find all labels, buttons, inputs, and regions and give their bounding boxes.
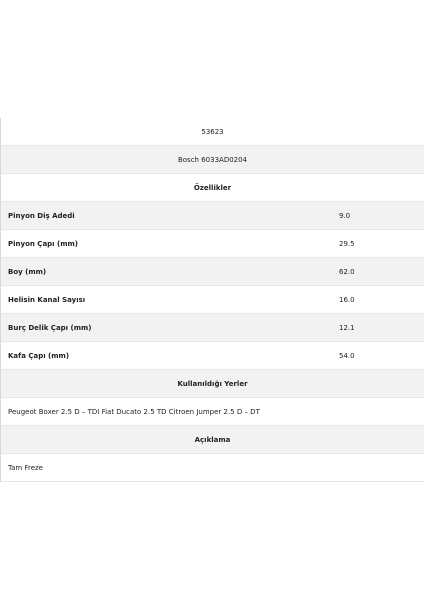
description-text: Tam Freze — [8, 463, 43, 472]
description-heading-row — [1, 426, 424, 454]
features-heading: Özellikler — [193, 183, 232, 192]
usage-heading-row — [1, 370, 424, 398]
feature-row-length — [1, 258, 424, 286]
feature-label: Pinyon Diş Adedi — [8, 211, 75, 220]
product-code-row — [1, 118, 424, 146]
feature-value: 16.0 — [339, 295, 355, 304]
spec-table — [0, 118, 424, 482]
features-heading-row — [1, 174, 424, 202]
feature-value: 62.0 — [339, 267, 355, 276]
usage-text-row — [1, 398, 424, 426]
product-code: 53623 — [201, 127, 224, 136]
feature-label: Burç Delik Çapı (mm) — [8, 323, 92, 332]
reference-row — [1, 146, 424, 174]
feature-row-bushing-hole — [1, 314, 424, 342]
usage-text: Peugeot Boxer 2.5 D – TDI Fiat Ducato 2.5 TD Citroen Jumper 2.5 D – DT — [8, 407, 260, 416]
feature-label: Pinyon Çapı (mm) — [8, 239, 78, 248]
feature-label: Kafa Çapı (mm) — [8, 351, 70, 360]
feature-row-helix-grooves — [1, 286, 424, 314]
feature-label: Boy (mm) — [8, 267, 47, 276]
feature-label: Helisin Kanal Sayısı — [8, 295, 86, 304]
description-heading: Açıklama — [194, 435, 231, 444]
feature-row-pinion-diameter — [1, 230, 424, 258]
feature-value: 54.0 — [339, 351, 355, 360]
feature-row-head-diameter — [1, 342, 424, 370]
description-text-row — [1, 454, 424, 482]
feature-value: 29.5 — [339, 239, 355, 248]
usage-heading: Kullanıldığı Yerler — [177, 379, 248, 388]
feature-value: 9.0 — [339, 211, 351, 220]
feature-value: 12.1 — [339, 323, 355, 332]
feature-row-pinion-teeth — [1, 202, 424, 230]
product-reference: Bosch 6033AD0204 — [177, 155, 248, 164]
